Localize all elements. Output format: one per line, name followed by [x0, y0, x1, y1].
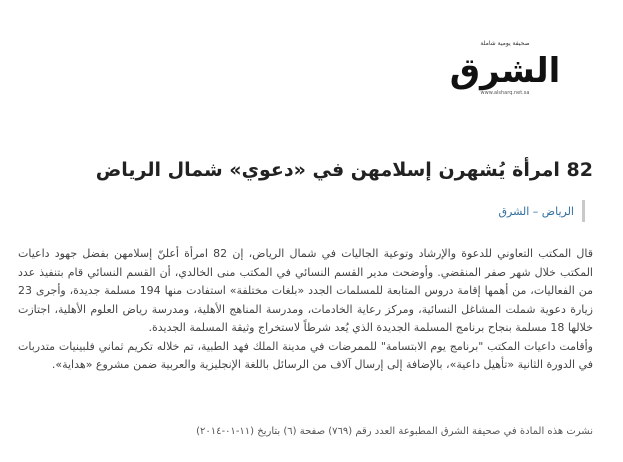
alsharq-logo-icon: [430, 36, 580, 98]
logo-tagline: صحيفة يومية شاملة: [480, 40, 530, 47]
article-paragraph: وأقامت داعيات المكتب "برنامج يوم الابتسامة" للممرضات في مدينة الملك فهد الطبية، تم خلاله تكريم ثماني فلبينيات متدربات في الدورة الثانية «تأهيل داعية»، بالإضافة إلى إرسال آلاف من الرسائل باللغة الإنجليزية والعربية ضمن مشروع «هداية».: [18, 339, 593, 371]
logo-wordmark: الشرق: [449, 51, 561, 91]
article-body: [18, 245, 593, 375]
article-headline: 82 امرأة يُشهرن إسلامهن في «دعوي» شمال الرياض: [95, 158, 593, 181]
byline: [498, 199, 585, 223]
publication-note: نشرت هذه المادة في صحيفة الشرق المطبوعة العدد رقم (٧٦٩) صفحة (٦) بتاريخ (١١-٠١-٢٠١٤): [196, 426, 593, 437]
byline-text: الرياض – الشرق: [498, 204, 574, 218]
article-paragraph: قال المكتب التعاوني للدعوة والإرشاد وتوعية الجاليات في شمال الرياض، إن 82 امرأة أعلنّ إسلامهن بفضل جهود داعيات المكتب خلال شهر صفر المنقضي. وأوضحت مدير القسم النسائي في المكتب منى الخالدي، أن القسم النسائي قام بتنفيذ عدد من الفعاليات، من أهمها إقامة دروس المتابعة للمسلمات الجدد «بلغات مختلفة» استفادت منها 194 مسلمة جديدة، وأجرى 23 زيارة دعوية شملت المشاغل النسائية، ومركز رعاية الخادمات، ومدرسة المناهج الأهلية، ومدرسة رياض العلوم الأهلية، اجتازت خلالها 18 مسلمة بنجاح برنامج المسلمة الجديدة الذي يُعد شرطاً لاستخراج وثيقة المسلمة الجديدة.: [18, 247, 593, 334]
byline-divider: [582, 200, 585, 222]
logo-website: www.alsharq.net.sa: [480, 90, 530, 96]
newspaper-logo: [430, 36, 580, 98]
